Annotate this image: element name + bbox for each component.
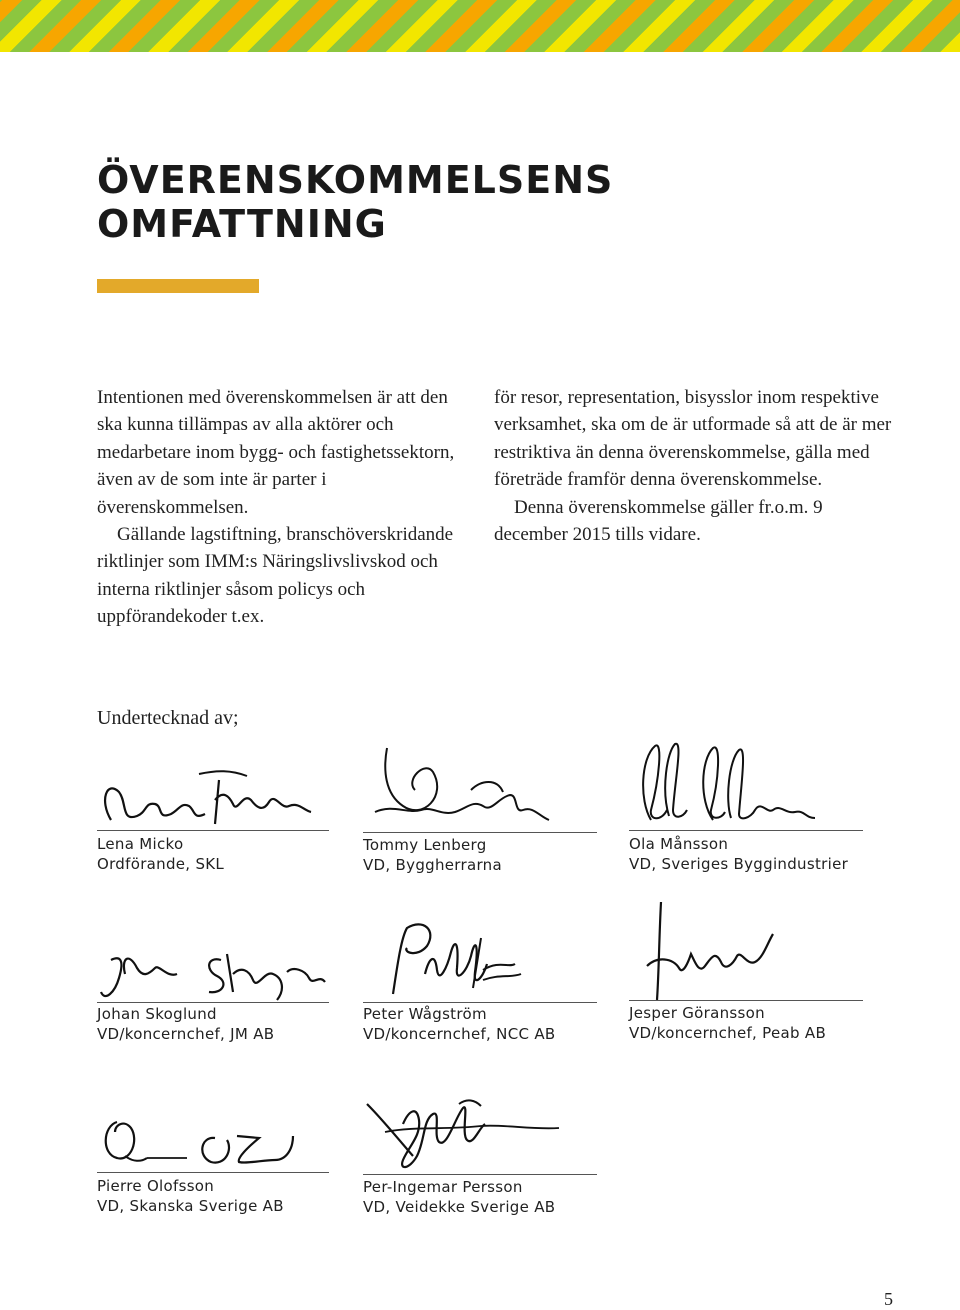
signatory-role: VD/koncernchef, JM AB xyxy=(97,1025,275,1043)
title-line-2: OMFATTNING xyxy=(97,202,387,246)
signature-block xyxy=(363,740,595,890)
signatory-name: Per-Ingemar Persson xyxy=(363,1178,523,1196)
signatory-name: Tommy Lenberg xyxy=(363,836,487,854)
signature-line xyxy=(97,1002,329,1003)
decorative-stripe-header xyxy=(0,0,960,52)
signature-block xyxy=(97,1100,329,1250)
signature-scribble xyxy=(363,908,597,1002)
signatory-role: VD/koncernchef, NCC AB xyxy=(363,1025,556,1043)
signatory-name: Johan Skoglund xyxy=(97,1005,217,1023)
paragraph: Intentionen med överenskommelsen är att den ska kunna tillämpas av alla aktörer och medarbetare inom bygg- och fastighetssektorn, även av de som inte är parter i överenskommelsen. xyxy=(97,387,455,518)
signature-block xyxy=(97,908,329,1058)
page-number: 5 xyxy=(884,1289,893,1309)
signatory-role: VD, Byggherrarna xyxy=(363,856,502,874)
signature-scribble xyxy=(363,740,597,832)
signatory-role: VD, Skanska Sverige AB xyxy=(97,1197,284,1215)
signatory-name: Jesper Göransson xyxy=(629,1004,765,1022)
signature-line xyxy=(363,1002,597,1003)
paragraph: Denna överenskommelse gäller fr.o.m. 9 december 2015 tills vidare. xyxy=(494,496,823,546)
signatory-name: Peter Wågström xyxy=(363,1005,487,1023)
signature-block xyxy=(629,740,861,890)
accent-bar xyxy=(97,279,259,293)
signatory-role: VD, Sveriges Byggindustrier xyxy=(629,855,849,873)
page-title xyxy=(97,158,613,246)
title-line-1: ÖVERENSKOMMELSENS xyxy=(97,158,614,202)
paragraph: för resor, representation, bisysslor inom respektive verksamhet, ska om de är utformade så att de är mer restriktiva än denna överenskommelse, gälla med företräde framför denna överenskommelse. xyxy=(494,387,892,491)
signatory-role: Ordförande, SKL xyxy=(97,855,225,873)
signed-by-label: Undertecknad av; xyxy=(97,707,239,729)
signature-scribble xyxy=(97,1100,329,1172)
paragraph: Gällande lagstiftning, branschöverskridande riktlinjer som IMM:s Näringslivslivskod och interna riktlinjer såsom policys och uppförandekoder t.ex. xyxy=(97,524,454,628)
signatory-name: Ola Månsson xyxy=(629,835,729,853)
body-column-1 xyxy=(97,384,477,631)
signature-line xyxy=(629,830,863,831)
signature-line xyxy=(97,1172,329,1173)
signature-line xyxy=(97,830,329,831)
signature-block xyxy=(97,740,329,890)
signature-scribble xyxy=(363,1090,597,1174)
signature-block xyxy=(363,1090,595,1240)
signatory-name: Pierre Olofsson xyxy=(97,1177,215,1195)
signature-scribble xyxy=(629,900,863,1000)
signature-block xyxy=(629,900,861,1050)
signature-scribble xyxy=(97,740,329,830)
signature-block xyxy=(363,908,595,1058)
signature-scribble xyxy=(97,908,329,1002)
signature-line xyxy=(363,832,597,833)
signatory-role: VD/koncernchef, Peab AB xyxy=(629,1024,827,1042)
signatory-role: VD, Veidekke Sverige AB xyxy=(363,1198,556,1216)
signature-line xyxy=(629,1000,863,1001)
body-column-2 xyxy=(494,384,894,548)
signatory-name: Lena Micko xyxy=(97,835,184,853)
signature-line xyxy=(363,1174,597,1175)
signature-scribble xyxy=(629,740,863,830)
